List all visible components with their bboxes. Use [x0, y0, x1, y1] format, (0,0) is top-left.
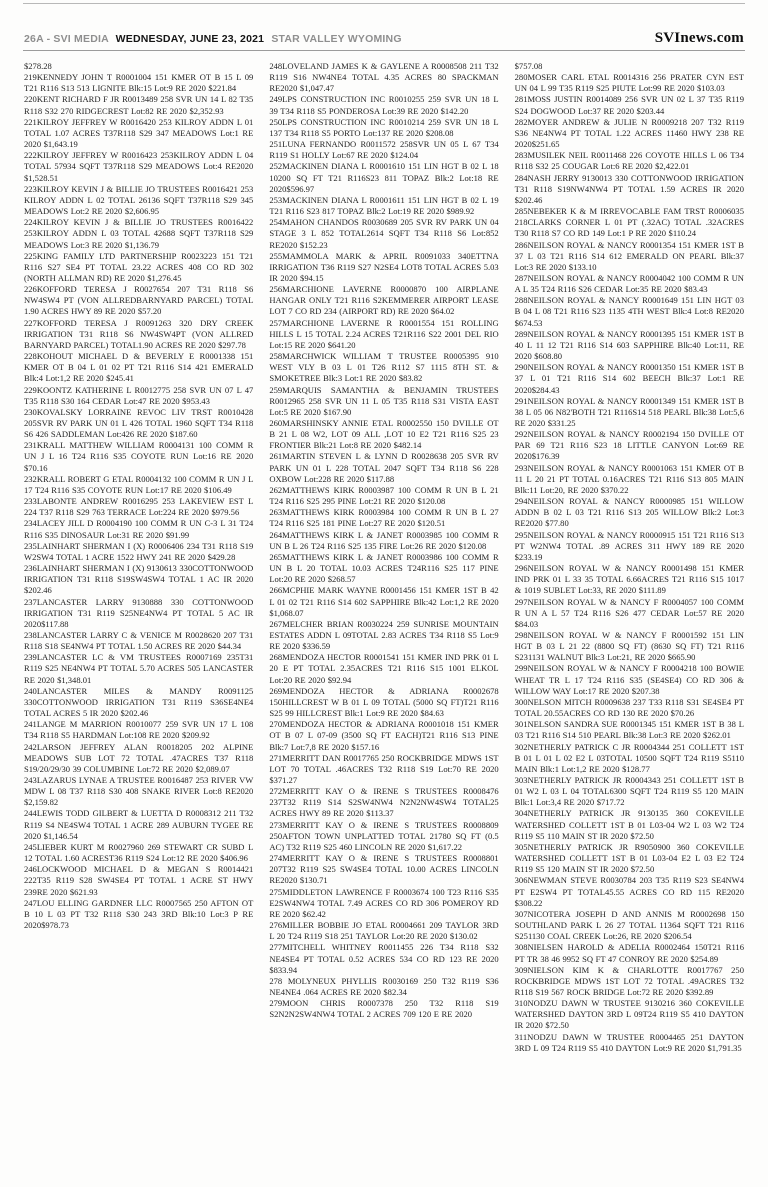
tax-record: 246LOCKWOOD MICHAEL D & MEGAN S R0014421 222T35 R119 S28 SW4SE4 PT TOTAL 1 ACRE ST HWY 239RE 2020 $621.93: [24, 864, 254, 897]
tax-record: 285NEBEKER K & M IRREVOCABLE FAM TRST R0006035 218CLARKS CORNER L 01 PT (.32AC) TOTAL .32ACRES T30 R118 S7 CO RD 149 Lot:1 P RE 2020 $110.24: [514, 206, 744, 239]
tax-record: 265MATTHEWS KIRK L & JANET R0003986 100 COMM R UN B L 20 TOTAL 10.03 ACRES T24R116 S25 117 PINE Lot:20 RE 2020 $268.57: [269, 551, 499, 585]
tax-record: 274MERRITT KAY O & IRENE S TRUSTEES R0008801 207T32 R119 S25 SW4SE4 TOTAL 10.00 ACRES LINCOLN RE2020 $130.71: [269, 853, 499, 886]
tax-record: 289NEILSON ROYAL & NANCY R0001395 151 KMER 1ST B 40 L 11 12 T21 R116 S14 603 SAPPHIRE Blk:40 Lot:11, RE 2020 $608.80: [514, 328, 744, 362]
tax-record: 309NIELSON KIM K & CHARLOTTE R0017767 250 ROCKBRIDGE MDWS 1ST LOT 72 TOTAL .49ACRES T32 R118 S19 567 ROCK BRIDGE Lot:72 RE 2020 $392.89: [514, 964, 744, 997]
site-name: SVInews.com: [654, 30, 744, 46]
tax-record: 227KOFFORD TERESA J R0091263 320 DRY CREEK IRRIGATION T31 R118 S6 NW4SW4PT (VON ALLRED BARNYARD PARCEL) TOTAL1.90 ACRES RE 2020 $297.78: [24, 317, 254, 350]
tax-record: $278.28: [24, 61, 52, 71]
tax-record: 266MCPHIE MARK WAYNE R0001456 151 KMER 1ST B 42 L 01 02 T21 R116 S14 602 SAPPHIRE Blk:42 Lot:1,2 RE 2020 $1,068.07: [269, 585, 499, 618]
tax-record: 286NEILSON ROYAL & NANCY R0001354 151 KMER 1ST B 37 L 03 T21 R116 S14 612 EMERALD ON PEARL Blk:37 Lot:3 RE 2020 $133.10: [514, 239, 744, 272]
tax-record: 284NASH JERRY 9130013 330 COTTONWOOD IRRIGATION T31 R118 S19NW4NW4 PT TOTAL 1.59 ACRES IR 2020 $202.46: [514, 172, 744, 205]
tax-record: 257MARCHIONE LAVERNE R R0001554 151 ROLLING HILLS L 15 TOTAL 2.24 ACRES T21R116 S22 2001 DEL RIO Lot:15 RE 2020 $641.20: [269, 317, 499, 350]
tax-record: 248LOVELAND JAMES K & GAYLENE A R0008508 211 T32 R119 S16 NW4NE4 TOTAL 4.35 ACRES 80 SPACKMAN RE2020 $1,047.47: [269, 61, 499, 94]
tax-record: 268MENDOZA HECTOR R0001541 151 KMER IND PRK 01 L 20 E PT TOTAL 2.35ACRES T21 R116 S15 1001 ELKOL Lot:20 RE 2020 $92.94: [269, 652, 499, 685]
page-label: 26A - SVI MEDIA: [24, 33, 109, 45]
tax-record: 277MITCHELL WHITNEY R0011455 226 T34 R118 S32 NE4SE4 PT TOTAL 0.52 ACRES 534 CO RD 123 RE 2020 $833.94: [269, 942, 499, 975]
tax-record: 241LANGE M MARRION R0010077 259 SVR UN 17 L 108 T34 R118 S5 HARDMAN Lot:108 RE 2020 $209.92: [24, 719, 254, 741]
top-rule: [23, 3, 745, 4]
tax-record: 226KOFFORD TERESA J R0027654 207 T31 R118 S6 NW4SW4 PT (VON ALLREDBARNYARD PARCEL) TOTAL 1.90 ACRES HWY 89 RE 2020 $57.20: [24, 284, 254, 317]
tax-record: 267MELCHER BRIAN R0030224 259 SUNRISE MOUNTAIN ESTATES ADDN L 09TOTAL 2.83 ACRES T34 R118 S5 Lot:9 RE 2020 $336.59: [269, 618, 499, 652]
tax-record: 223KILROY KEVIN J & BILLIE JO TRUSTEES R0016421 253 KILROY ADDN L 02 TOTAL 26136 SQFT T37R118 S29 345 MEADOWS Lot:2 RE 2020 $2,606.95: [24, 183, 254, 217]
tax-record: 308NIELSEN HAROLD & ADELIA R0002464 150T21 R116 PT TR 38 46 9952 SQ FT 47 CONROY RE 2020 $254.89: [514, 942, 744, 964]
tax-record: 271MERRITT DAN R0017765 250 ROCKBRIDGE MDWS 1ST LOT 70 TOTAL .46ACRES T32 R118 S19 Lot:70 RE 2020 $371.27: [269, 752, 499, 785]
tax-record: 238LANCASTER LARRY C & VENICE M R0028620 207 T31 R118 S18 SE4NW4 PT TOTAL 1.50 ACRES RE 2020 $44.34: [24, 629, 254, 652]
tax-record: 254MAHON CHANDOS R0030689 205 SVR RV PARK UN 04 STAGE 3 L 852 TOTAL2614 SQFT T34 R118 S6 Lot:852 RE2020 $152.23: [269, 217, 499, 250]
tax-record: 282MOYER ANDREW & JULIE N R0009218 207 T32 R119 S36 NE4NW4 PT TOTAL 1.22 ACRES 11460 HWY 238 RE 2020$251.65: [514, 116, 744, 150]
tax-record: 231KRALL MATTHEW WILLIAM R0004131 100 COMM R UN J L 16 T24 R116 S35 COYOTE RUN Lot:16 RE 2020 $70.16: [24, 440, 254, 473]
tax-record: 220KENT RICHARD F JR R0013489 258 SVR UN 14 L 82 T35 R118 S32 270 RIDGECREST Lot:82 RE 2020 $2,352.93: [24, 94, 254, 116]
tax-record: 287NEILSON ROYAL & NANCY R0004042 100 COMM R UN A L 35 T24 R116 S26 CEDAR Lot:35 RE 2020 $83.43: [514, 272, 744, 295]
tax-record: 299NEILSON ROYAL W & NANCY F R0004218 100 BOWIE WHEAT TR L 17 T24 R116 S35 (SE4SE4) CO RD 306 & WILLOW WAY Lot:17 RE 2020 $207.38: [514, 663, 744, 696]
tax-record: 273MERRITT KAY O & IRENE S TRUSTEES R0008809 250AFTON TOWN UNPLATTED TOTAL 21780 SQ FT (0.5 AC) T32 R119 S25 460 LINCOLN RE 2020 $1,617.22: [269, 819, 499, 852]
tax-record: 240LANCASTER MILES & MANDY R0091125 330COTTONWOOD IRRIGATION T31 R119 S36SE4NE4 TOTAL ACRES 5 IR 2020 $202.46: [24, 685, 254, 719]
tax-record: 239LANCASTER LC & VM TRUSTEES R0007169 235T31 R119 S25 NE4NW4 PT TOTAL 5.70 ACRES 505 LANCASTER RE 2020 $1,348.01: [24, 652, 254, 685]
tax-record: 247LOU ELLING GARDNER LLC R0007565 250 AFTON OT B 10 L 03 PT T32 R118 S30 243 3RD Blk:10 Lot:3 P RE 2020$978.73: [24, 897, 254, 931]
tax-record: 311NODZU DAWN W TRUSTEE R0004465 251 DAYTON 3RD L 09 T24 R119 S5 410 DAYTON Lot:9 RE 2020 $1,791.35: [514, 1031, 744, 1053]
tax-record: 245LIEBER KURT M R0027960 269 STEWART CR SUBD L 12 TOTAL 1.60 ACREST36 R119 S24 Lot:12 RE 2020 $406.96: [24, 841, 254, 864]
tax-record: 224KILROY KEVIN J & BILLIE JO TRUSTEES R0016422 253KILROY ADDN L 03 TOTAL 42688 SQFT T37R118 S29 MEADOWS Lot:3 RE 2020 $1,136.79: [24, 217, 254, 250]
tax-record: 290NEILSON ROYAL & NANCY R0001350 151 KMER 1ST B 37 L 01 T21 R116 S14 602 BEECH Blk:37 Lot:1 RE 2020$284.43: [514, 362, 744, 395]
page-header: [24, 30, 744, 47]
tax-record: 236LAINHART SHERMAN I (X) 9130613 330COTTONWOOD IRRIGATION T31 R118 S19SW4SW4 TOTAL 1 AC IR 2020 $202.46: [24, 563, 254, 596]
tax-record: 297NEILSON ROYAL W & NANCY F R0004057 100 COMM R UN A L 57 T24 R116 S26 477 CEDAR Lot:57 RE 2020 $84.03: [514, 596, 744, 629]
tax-record: 222KILROY JEFFREY W R0016423 253KILROY ADDN L 04 TOTAL 57934 SQFT T37R118 S29 MEADOWS Lot:4 RE2020 $1,528.51: [24, 150, 254, 183]
tax-record: 242LARSON JEFFREY ALAN R0018205 202 ALPINE MEADOWS SUB LOT 72 TOTAL .47ACRES T37 R118 S19/20/29/30 39 COLUMBINE Lot:72 RE 2020 $2,089.07: [24, 741, 254, 774]
tax-record: 252MACKINEN DIANA L R0001610 151 LIN HGT B 02 L 18 10200 SQ FT T21 R116S23 811 TOPAZ Blk:2 Lot:18 RE 2020$596.97: [269, 161, 499, 194]
tax-record: 250LPS CONSTRUCTION INC R0010214 259 SVR UN 18 L 137 T34 R118 S5 PORTO Lot:137 RE 2020 $208.08: [269, 116, 499, 138]
tax-record: 219KENNEDY JOHN T R0001004 151 KMER OT B 15 L 09 T21 R116 S13 513 LIGNITE Blk:15 Lot:9 RE 2020 $221.84: [24, 72, 254, 94]
tax-record: 288NEILSON ROYAL & NANCY R0001649 151 LIN HGT 03 B 04 L 08 T21 R116 S23 1135 4TH WEST Blk:4 Lot:8 RE2020 $674.53: [514, 295, 744, 328]
tax-record: 295NEILSON ROYAL & NANCY R0000915 151 T21 R116 S13 PT W2NW4 TOTAL .89 ACRES 311 HWY 189 RE 2020 $233.19: [514, 529, 744, 562]
tax-record: 301NELSON SANDRA SUE R0001345 151 KMER 1ST B 38 L 03 T21 R116 S14 510 PEARL Blk:38 Lot:3 RE 2020 $262.01: [514, 719, 744, 741]
tax-record: 276MILLER BOBBIE JO ETAL R0004661 209 TAYLOR 3RD L 20 T24 R119 S18 251 TAYLOR Lot:20 RE 2020 $130.02: [269, 920, 499, 942]
tax-record: 262MATTHEWS KIRK R0003987 100 COMM R UN B L 21 T24 R116 S25 295 PINE Lot:21 RE 2020 $120.08: [269, 484, 499, 507]
tax-record: 279MOON CHRIS R0007378 250 T32 R118 S19 S2N2N2SW4NW4 TOTAL 2 ACRES 709 120 E RE 2020: [269, 998, 499, 1020]
tax-record: 307NICOTERA JOSEPH D AND ANNIS M R0002698 150 SOUTHLAND PARK L 26 27 TOTAL 11364 SQFT T21 R116 S251130 COAL CREEK Lot:26, RE 2020 $206.54: [514, 908, 744, 942]
tax-record: 256MARCHIONE LAVERNE R0000870 100 AIRPLANE HANGAR ONLY T21 R116 S2KEMMERER AIRPORT LEASE LOT 7 CO RD 234 (AIRPORT RD) RE 2020 $64.02: [269, 284, 499, 317]
tax-record: 260MARSHINSKY ANNIE ETAL R0002550 150 DVILLE OT B 21 L 08 W2, LOT 09 ALL ,LOT 10 E2 T21 R116 S25 23 FRONTIER Blk:21 Lot:8 RE 2020 $482.14: [269, 418, 499, 451]
tax-record: 249LPS CONSTRUCTION INC R0010255 259 SVR UN 18 L 39 T34 R118 S5 PONDEROSA Lot:39 RE 2020 $142.20: [269, 94, 499, 116]
tax-record: 278 MOLYNEUX PHYLLIS R0030169 250 T32 R119 S36 NE4NE4 .064 ACRES RE 2020 $82.34: [269, 975, 499, 997]
tax-record: 304NETHERLY PATRICK JR 9130135 360 COKEVILLE WATERSHED COLLETT 1ST B 01 L03-04 W2 L 03 W2 T24 R119 S5 110 MAIN ST IR 2020 $72.50: [514, 808, 744, 841]
tax-record: 221KILROY JEFFREY W R0016420 253 KILROY ADDN L 01 TOTAL 1.07 ACRES T37R118 S29 347 MEADOWS Lot:1 RE 2020 $1,643.19: [24, 116, 254, 150]
tax-record: 275MIDDLETON LAWRENCE F R0003674 100 T23 R116 S35 E2SW4NW4 TOTAL 7.49 ACRES CO RD 306 POMEROY RD RE 2020 $62.42: [269, 886, 499, 919]
tax-record: 251LUNA FERNANDO R0011572 258SVR UN 05 L 67 T34 R119 S1 HOLLY Lot:67 RE 2020 $124.04: [269, 139, 499, 161]
tax-record: 306NEWMAN STEVE R0030784 203 T35 R119 S23 SE4NW4 PT E2SW4 PT TOTAL45.55 ACRES CO RD 115 RE2020 $308.22: [514, 875, 744, 908]
tax-record: 228KOHOUT MICHAEL D & BEVERLY E R0001338 151 KMER OT B 04 L 01 02 PT T21 R116 S14 421 EMERALD Blk:4 Lot:1,2 RE 2020 $245.41: [24, 351, 254, 384]
publication-location: STAR VALLEY WYOMING: [271, 33, 402, 45]
page-header-left: [24, 33, 402, 45]
tax-record: 235LAINHART SHERMAN I (X) R0006406 234 T31 R118 S19 W2SW4 TOTAL 1 ACRE 1522 HWY 241 RE 2020 $429.28: [24, 540, 254, 562]
tax-record: 253MACKINEN DIANA L R0001611 151 LIN HGT B 02 L 19 T21 R116 S23 817 TOPAZ Blk:2 Lot:19 RE 2020 $989.92: [269, 194, 499, 217]
tax-record: 291NEILSON ROYAL & NANCY R0001349 151 KMER 1ST B 38 L 05 06 N82'BOTH T21 R116S14 518 PEARL Blk:38 Lot:5,6 RE 2020 $331.25: [514, 395, 744, 428]
notice-column-1: [24, 61, 253, 1171]
tax-record: 259MARQUIS SAMANTHA & BENJAMIN TRUSTEES R0012965 258 SVR UN 11 L 05 T35 R118 S31 VISTA EAST Lot:5 RE 2020 $167.90: [269, 384, 499, 417]
tax-record: 270MENDOZA HECTOR & ADRIANA R0001018 151 KMER OT B 07 L 07-09 (3500 SQ FT EACH)T21 R116 S13 PINE Blk:7 Lot:7,8 RE 2020 $157.16: [269, 719, 499, 752]
notice-column-2: [269, 61, 498, 1171]
tax-record: 303NETHERLY PATRICK JR R0004343 251 COLLETT 1ST B 01 W2 L 03 L 04 TOTAL6300 SQFT T24 R119 S5 120 MAIN Blk:1 Lot:3,4 RE 2020 $717.72: [514, 775, 744, 808]
tax-record: 302NETHERLY PATRICK C JR R0004344 251 COLLETT 1ST B 01 L 01 L 02 E2 L 03TOTAL 10500 SQFT T24 R119 S5110 MAIN Blk:1 Lot:1,2 RE 2020 $128.77: [514, 741, 744, 774]
tax-record: 244LEWIS TODD GILBERT & LUETTA D R0008312 211 T32 R119 S4 NE4SW4 TOTAL 1 ACRE 289 AUBURN TYGEE RE 2020 $1,146.54: [24, 808, 254, 841]
tax-record: 300NELSON MITCH R0009638 237 T33 R118 S31 SE4SE4 PT TOTAL 20.55ACRES CO RD 130 RE 2020 $70.26: [514, 696, 744, 719]
tax-record: 264MATTHEWS KIRK L & JANET R0003985 100 COMM R UN B L 26 T24 R116 S25 135 FIRE Lot:26 RE 2020 $120.08: [269, 529, 499, 551]
tax-record: 296NEILSON ROYAL W & NANCY R0001498 151 KMER IND PRK 01 L 33 35 TOTAL 6.66ACRES T21 R116 S15 1017 & 1019 SUBLET Lot:33, RE 2020 $111.89: [514, 563, 744, 596]
tax-record: 230KOVALSKY LORRAINE REVOC LIV TRST R0010428 205SVR RV PARK UN 01 L 426 TOTAL 1960 SQFT T34 R118 S6 426 SADDLEMAN Lot:426 RE 2020 $187.60: [24, 406, 254, 440]
tax-record: 255MAMMOLA MARK & APRIL R0091033 340ETTNA IRRIGATION T36 R119 S27 N2SE4 LOT8 TOTAL ACRES 5.03 IR 2020 $94.15: [269, 250, 499, 283]
tax-record: 234LACEY JILL D R0004190 100 COMM R UN C-3 L 31 T24 R116 S35 DINOSAUR Lot:31 RE 2020 $91.99: [24, 518, 254, 540]
tax-record: 232KRALL ROBERT G ETAL R0004132 100 COMM R UN J L 17 T24 R116 S35 COYOTE RUN Lot:17 RE 2020 $106.49: [24, 473, 254, 495]
tax-record: 233LABONTE ANDREW R0016295 253 LAKEVIEW EST L 224 T37 R118 S29 763 TERRACE Lot:224 RE 2020 $979.56: [24, 496, 254, 518]
tax-record: 225KING FAMILY LTD PARTNERSHIP R0023223 151 T21 R116 S27 SE4 PT TOTAL 23.22 ACRES 408 CO RD 302 (NORTH ALLMAN RD) RE 2020 $1,276.45: [24, 250, 254, 283]
tax-record: 272MERRITT KAY O & IRENE S TRUSTEES R0008476 237T32 R119 S14 S2SW4NW4 N2N2NW4SW4 TOTAL25 ACRES HWY 89 RE 2020 $113.37: [269, 786, 499, 819]
tax-record: 243LAZARUS LYNAE A TRUSTEE R0016487 253 RIVER VW MDW L 08 T37 R118 S30 408 SNAKE RIVER Lot:8 RE2020 $2,159.82: [24, 775, 254, 808]
tax-record: $757.08: [514, 61, 543, 71]
tax-record: 237LANCASTER LARRY 9130888 330 COTTONWOOD IRRIGATION T31 R119 S25NE4NW4 PT TOTAL 5 AC IR 2020$117.88: [24, 596, 254, 629]
tax-record: 229KOONTZ KATHERINE L R0012775 258 SVR UN 07 L 47 T35 R118 S30 164 CEDAR Lot:47 RE 2020 $953.43: [24, 384, 254, 406]
tax-record: 281MOSS JUSTIN R0014089 256 SVR UN 02 L 37 T35 R119 S24 DOGWOOD Lot:37 RE 2020 $203.44: [514, 94, 744, 116]
tax-record: 280MOSER CARL ETAL R0014316 256 PRATER CYN EST UN 04 L 99 T35 R119 S25 PIUTE Lot:99 RE 2020 $103.03: [514, 72, 744, 94]
tax-record: 261MARTIN STEVEN L & LYNN D R0028638 205 SVR RV PARK UN 01 L 228 TOTAL 2047 SQFT T34 R118 S6 228 OXBOW Lot:228 RE 2020 $117.88: [269, 451, 499, 484]
tax-record: 292NEILSON ROYAL & NANCY R0002194 150 DVILLE OT PAR 69 T21 R116 S23 18 LITTLE CANYON Lot:69 RE 2020$176.39: [514, 429, 744, 462]
notice-column-3: [515, 61, 744, 1171]
header-rule: [23, 50, 745, 51]
tax-record: 294NEILSON ROYAL & NANCY R0000985 151 WILLOW ADDN B 02 L 03 T21 R116 S13 205 WILLOW Blk:2 Lot:3 RE2020 $77.80: [514, 496, 744, 529]
tax-record: 298NEILSON ROYAL W & NANCY F R0001592 151 LIN HGT B 03 L 21 22 (8800 SQ FT) (8630 SQ FT) T21 R116 S231131 WALNUT Blk:3 Lot:21, RE 2020 $665.90: [514, 629, 744, 663]
tax-record: 263MATTHEWS KIRK R0003984 100 COMM R UN B L 27 T24 R116 S25 181 PINE Lot:27 RE 2020 $120.51: [269, 507, 499, 529]
tax-record: 293NEILSON ROYAL & NANCY R0001063 151 KMER OT B 11 L 20 21 PT TOTAL 0.16ACRES T21 R116 S13 805 MAIN Blk:11 Lot:20, RE 2020 $370.22: [514, 462, 744, 495]
publication-date: WEDNESDAY, JUNE 23, 2021: [115, 33, 265, 45]
tax-record: 283MUSILEK NEIL R0011468 226 COYOTE HILLS L 06 T34 R118 S32 25 COUGAR Lot:6 RE 2020 $2,422.01: [514, 150, 744, 172]
tax-record: 269MENDOZA HECTOR & ADRIANA R0002678 150HILLCREST W B 01 L 09 TOTAL (5000 SQ FT)T21 R116 S25 99 HILLCREST Blk:1 Lot:9 RE 2020 $84.63: [269, 685, 499, 719]
tax-record: 258MARCHWICK WILLIAM T TRUSTEE R0005395 910 WEST VLY B 03 L 01 T26 R112 S7 1115 8TH ST. & SMOKETREE Blk:3 Lot:1 RE 2020 $83.82: [269, 351, 499, 384]
notice-columns: [24, 61, 744, 1171]
tax-record: 310NODZU DAWN W TRUSTEE 9130216 360 COKEVILLE WATERSHED DAYTON 3RD L 09T24 R119 S5 410 DAYTON IR 2020 $72.50: [514, 998, 744, 1031]
tax-record: 305NETHERLY PATRICK JR R9050900 360 COKEVILLE WATERSHED COLLETT 1ST B 01 L03-04 E2 L 03 E2 T24 R119 S5 120 MAIN ST IR 2020 $72.50: [514, 841, 744, 875]
